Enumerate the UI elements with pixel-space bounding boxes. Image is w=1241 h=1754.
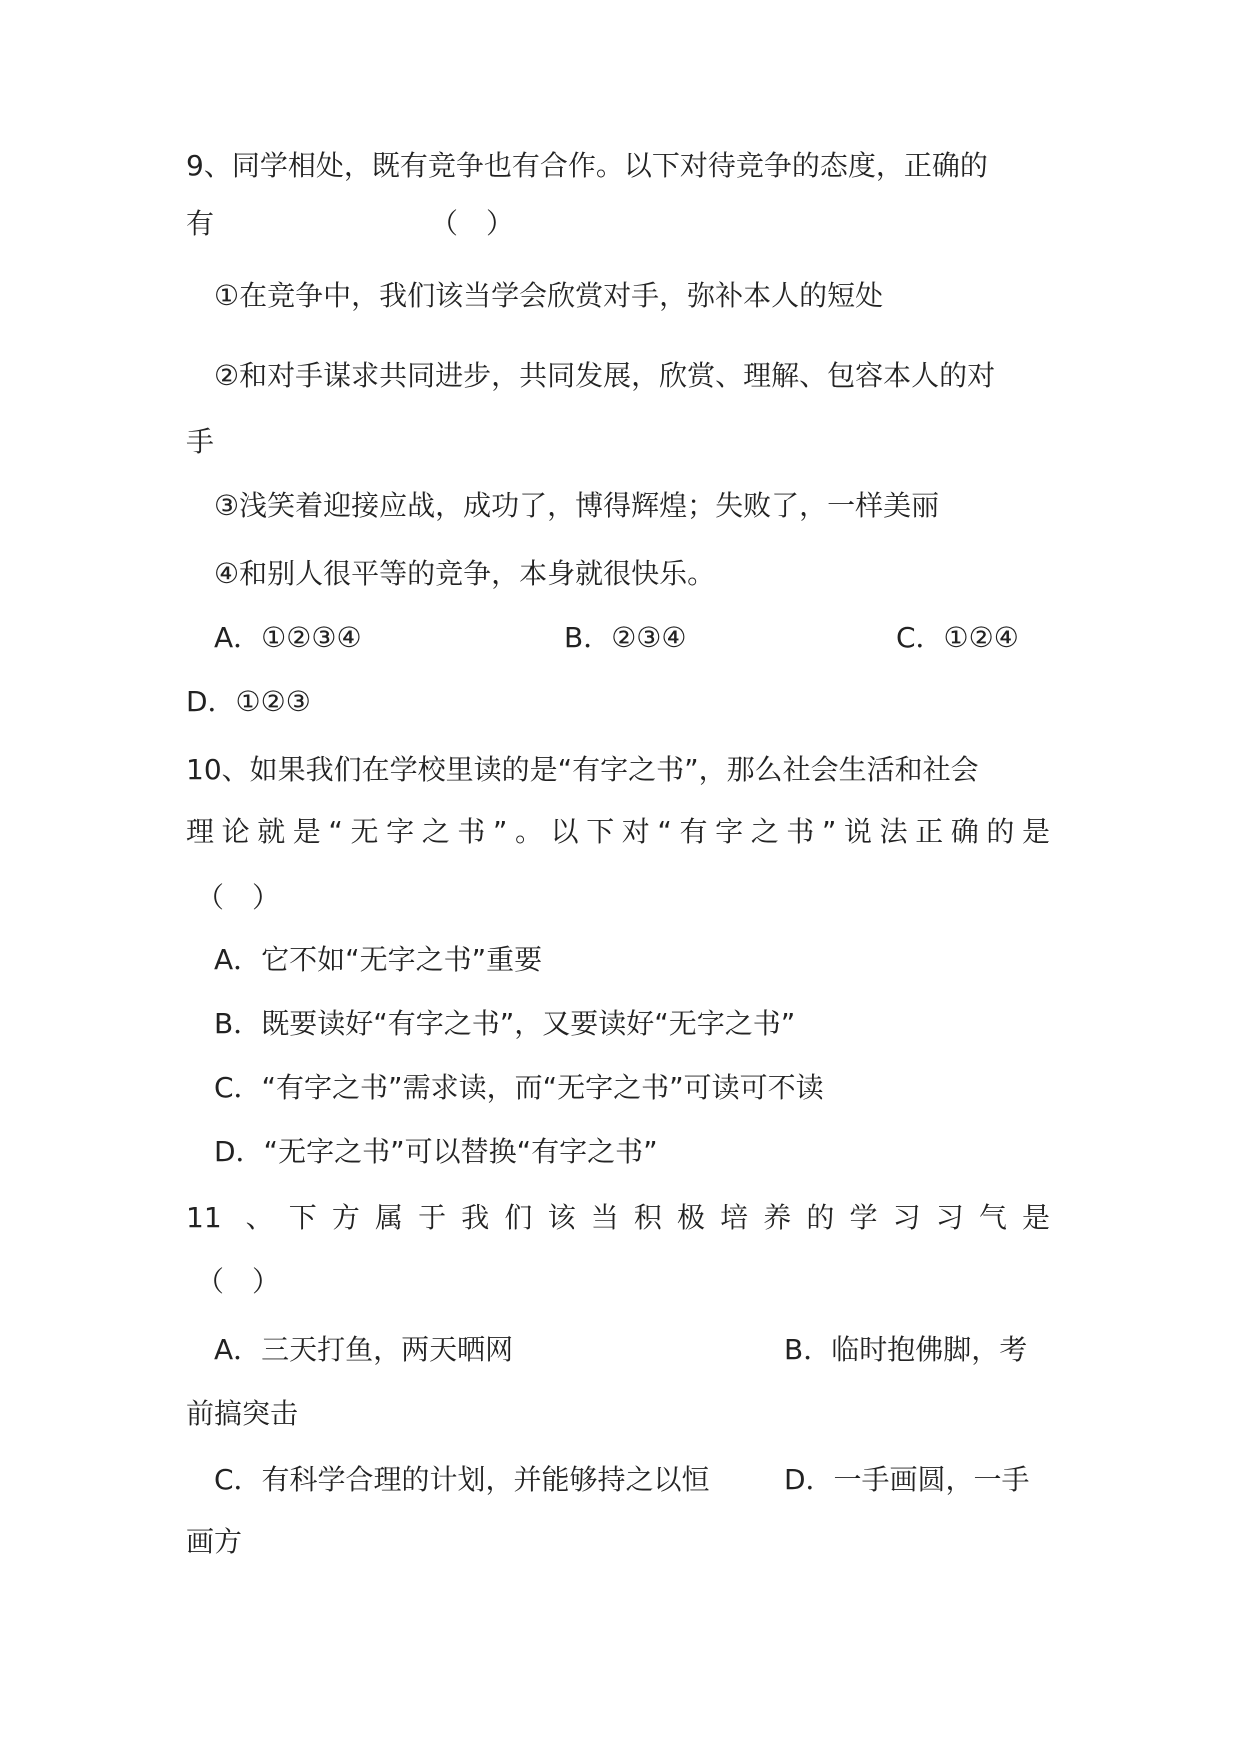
q10-option-c: C．“有字之书”需求读，而“无字之书”可读可不读 bbox=[214, 1071, 824, 1104]
q9-item-1: ①在竞争中，我们该当学会欣赏对手，弥补本人的短处 bbox=[214, 279, 884, 312]
q11-stem: 11 、下方属于我们该当积极培养的学习习气是 bbox=[186, 1201, 1050, 1234]
q9-stem-end: 有 bbox=[186, 207, 215, 240]
q9-item-4: ④和别人很平等的竞争，本身就很快乐。 bbox=[214, 557, 716, 590]
q9-item-3: ③浅笑着迎接应战，成功了，博得辉煌；失败了，一样美丽 bbox=[214, 489, 940, 522]
q10-option-a: A．它不如“无字之书”重要 bbox=[214, 943, 543, 976]
q9-option-c: C．①②④ bbox=[896, 621, 1019, 654]
q11-option-a: A．三天打鱼，两天晒网 bbox=[214, 1333, 514, 1366]
q11-answer-bracket: （ ） bbox=[196, 1265, 281, 1298]
q9-answer-bracket: （ ） bbox=[430, 207, 515, 240]
q11-option-b-end: 前搞突击 bbox=[186, 1397, 299, 1430]
q11-option-c: C．有科学合理的计划，并能够持之以恒 bbox=[214, 1463, 710, 1496]
q11-option-d: D．一手画圆，一手 bbox=[784, 1463, 1030, 1496]
q9-stem: 9、同学相处，既有竞争也有合作。以下对待竞争的态度，正确的 bbox=[186, 149, 988, 182]
q9-option-b: B．②③④ bbox=[564, 621, 687, 654]
q11-option-b: B．临时抱佛脚，考 bbox=[784, 1333, 1028, 1366]
q10-stem-line-2: 理论就是“无字之书”。以下对“有字之书”说法正确的是 bbox=[186, 815, 1050, 848]
q11-option-d-end: 画方 bbox=[186, 1525, 243, 1558]
q9-option-d: D．①②③ bbox=[186, 685, 311, 718]
q9-item-2: ②和对手谋求共同进步，共同发展，欣赏、理解、包容本人的对 bbox=[214, 359, 996, 392]
q10-option-d: D．“无字之书”可以替换“有字之书” bbox=[214, 1135, 658, 1168]
q10-stem: 10、如果我们在学校里读的是“有字之书”，那么社会生活和社会 bbox=[186, 753, 979, 786]
q9-option-a: A．①②③④ bbox=[214, 621, 362, 654]
q10-option-b: B．既要读好“有字之书”，又要读好“无字之书” bbox=[214, 1007, 796, 1040]
q9-item-2-end: 手 bbox=[186, 425, 215, 458]
q10-answer-bracket: （ ） bbox=[196, 881, 281, 914]
